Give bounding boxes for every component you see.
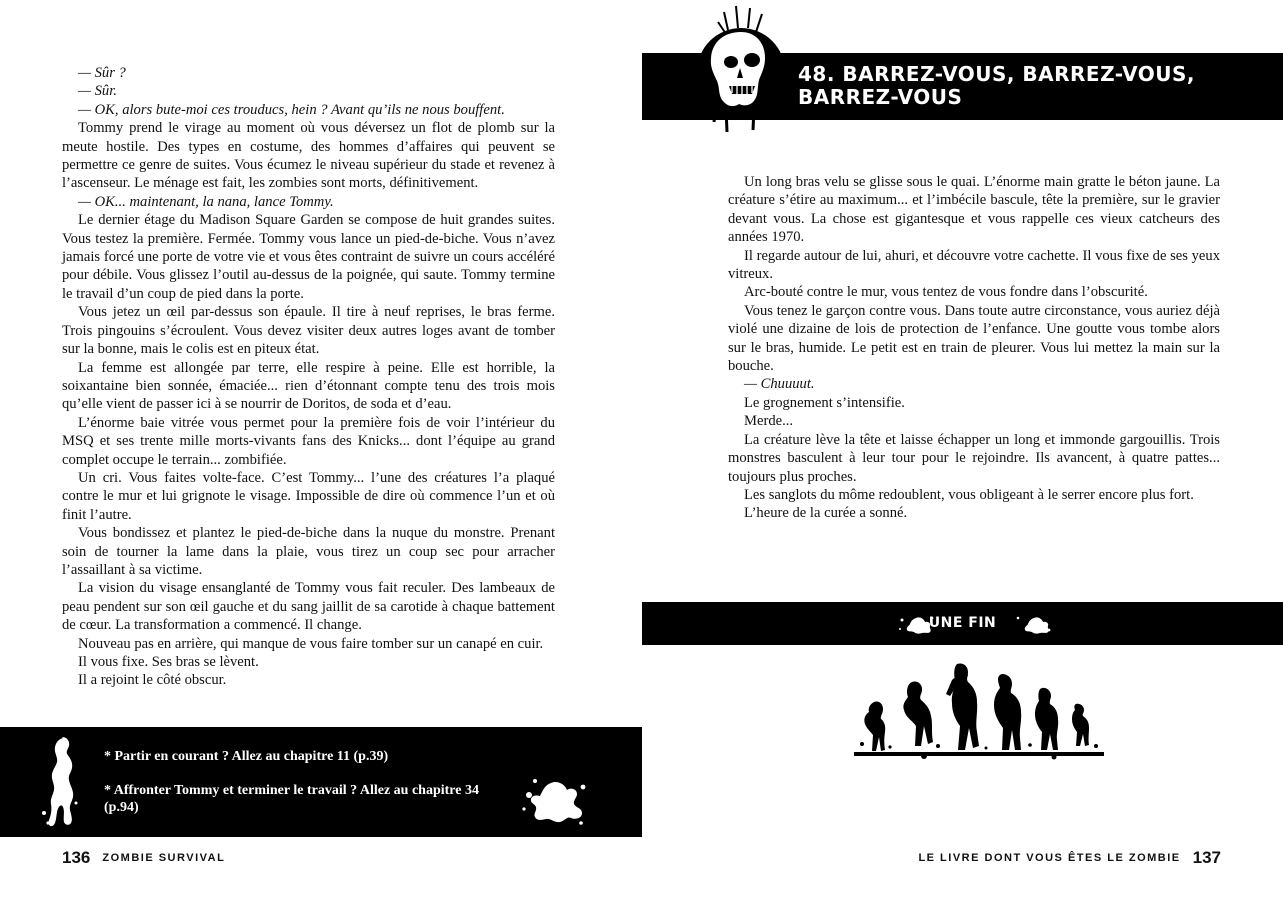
paragraph: La femme est allongée par terre, elle respire à peine. Elle est horrible, la soixantaine bien sonnée, émaciée... rien d’étonnant compte tenu des trois mois qu’elle vient de passer ici à se nourrir de Doritos, de soda et d’eau.	[62, 359, 555, 413]
running-head: LE LIVRE DONT VOUS ÊTES LE ZOMBIE	[918, 852, 1181, 864]
paragraph: La vision du visage ensanglanté de Tommy vous fait reculer. Des lambeaux de peau pendent sur son œil gauche et du sang jaillit de sa carotide à chaque battement de cœur. La transformation a commencé. Il change.	[62, 580, 555, 634]
left-folio	[62, 848, 225, 868]
ending-label: UNE FIN	[928, 615, 997, 631]
right-page	[642, 0, 1283, 899]
paragraph: Un cri. Vous faites volte-face. C’est Tommy... l’une des créatures l’a plaqué contre le mur et lui grignote le visage. Impossible de dire où commence l’un et où finit l’autre.	[62, 469, 555, 523]
running-head: ZOMBIE SURVIVAL	[102, 852, 226, 864]
left-body-text	[62, 64, 555, 690]
paragraph: Le grognement s’intensifie.	[744, 394, 905, 411]
paragraph: Vous jetez un œil par-dessus son épaule. Il tire à neuf reprises, le bras ferme. Trois pingouins s’écroulent. Vous devez visiter deux autres loges avant de tomber sur la bonne, mais le colis est en piteux état.	[62, 304, 555, 358]
page-number: 136	[62, 848, 91, 867]
paragraph: Un long bras velu se glisse sous le quai. L’énorme main gratte le béton jaune. La créature s’étire au maximum... et l’imbécile bascule, tête la première, sur le gravier devant vous. La chose est gigantesque et vous rappelle ces vieux catcheurs des années 1970.	[728, 174, 1220, 246]
paragraph: — Sûr ?	[78, 65, 126, 81]
paragraph: La créature lève la tête et laisse échapper un long et immonde gargouillis. Trois monstres basculent à leur tour pour le rejoindre. Ils avancent, à quatre pattes... toujours plus proches.	[728, 431, 1220, 485]
paragraph: — OK, alors bute-moi ces trouducs, hein ? Avant qu’ils ne nous bouffent.	[78, 101, 505, 118]
paragraph: — Chuuuut.	[744, 376, 815, 393]
paragraph: — Sûr.	[78, 83, 117, 100]
choice-option-2[interactable]: * Affronter Tommy et terminer le travail ? Allez au chapitre 34 (p.94)	[104, 783, 479, 815]
paragraph: Il a rejoint le côté obscur.	[78, 672, 227, 689]
zombie-head-icon	[696, 4, 786, 140]
paragraph: L’heure de la curée a sonné.	[744, 505, 908, 522]
ending-band	[642, 602, 1283, 645]
paragraph: Vous bondissez et plantez le pied-de-biche dans la nuque du monstre. Prenant soin de tourner la lame dans la plaie, vous tirez un coup sec pour arracher l’assaillant à sa victime.	[62, 525, 555, 578]
paragraph: Il regarde autour de lui, ahuri, et découvre votre cachette. Il vous fixe de ses yeux vitreux.	[728, 247, 1220, 283]
paragraph: Il vous fixe. Ses bras se lèvent.	[78, 654, 259, 670]
right-body-text	[728, 173, 1220, 523]
blood-splat-icon	[521, 775, 589, 827]
paragraph: Arc-bouté contre le mur, vous tentez de vous fondre dans l’obscurité.	[744, 284, 1148, 301]
paragraph: — OK... maintenant, la nana, lance Tommy.	[78, 193, 334, 210]
zombie-horde-icon	[854, 652, 1104, 762]
choice-option-1[interactable]: * Partir en courant ? Allez au chapitre 11 (p.39)	[104, 749, 389, 764]
paragraph: Le dernier étage du Madison Square Garden se compose de huit grandes suites. Vous testez la première. Fermée. Tommy vous lance un pied-de-biche. Vous n’avez jamais forcé une porte de votre vie et vous êtes contraint de suivre un cours accéléré pour débile. Vous glissez l’outil au-dessus de la poignée, qui saute. Tommy termine le travail d’un coup de pied dans la porte.	[62, 212, 555, 302]
blood-splat-icon	[1014, 614, 1052, 634]
paragraph: Les sanglots du môme redoublent, vous obligeant à le serrer encore plus fort.	[744, 486, 1194, 503]
paragraph: Tommy prend le virage au moment où vous déversez un flot de plomb sur la meute hostile. Des types en costume, des hommes d’affaires qui peuvent se permettre ce genre de suites. Vous écumez le niveau supérieur du stade et revenez à l’ascenseur. Le ménage est fait, les zombies sont morts, définitivement.	[62, 120, 555, 192]
paragraph: Nouveau pas en arrière, qui manque de vous faire tomber sur un canapé en cuir.	[78, 635, 544, 652]
choices-band	[0, 727, 642, 837]
paragraph: L’énorme baie vitrée vous permet pour la première fois de voir l’intérieur du MSQ et ses trente mille morts-vivants fans des Knicks... dont l’équipe au grand complet occupe le terrain... zombifiée.	[62, 414, 555, 468]
paragraph: Vous tenez le garçon contre vous. Dans toute autre circonstance, vous auriez déjà violé une dizaine de lois de protection de l’enfance. Une goutte vous tombe alors sur le bras, humide. Le petit est en train de pleurer. Vous lui mettez la main sur la bouche.	[728, 302, 1220, 375]
page-number: 137	[1192, 848, 1221, 867]
right-folio	[918, 848, 1221, 868]
paragraph: Merde...	[744, 413, 794, 430]
zombie-silhouette-icon	[38, 733, 82, 833]
chapter-title: 48. BARREZ-VOUS, BARREZ-VOUS, BARREZ-VOUS	[798, 62, 1195, 109]
